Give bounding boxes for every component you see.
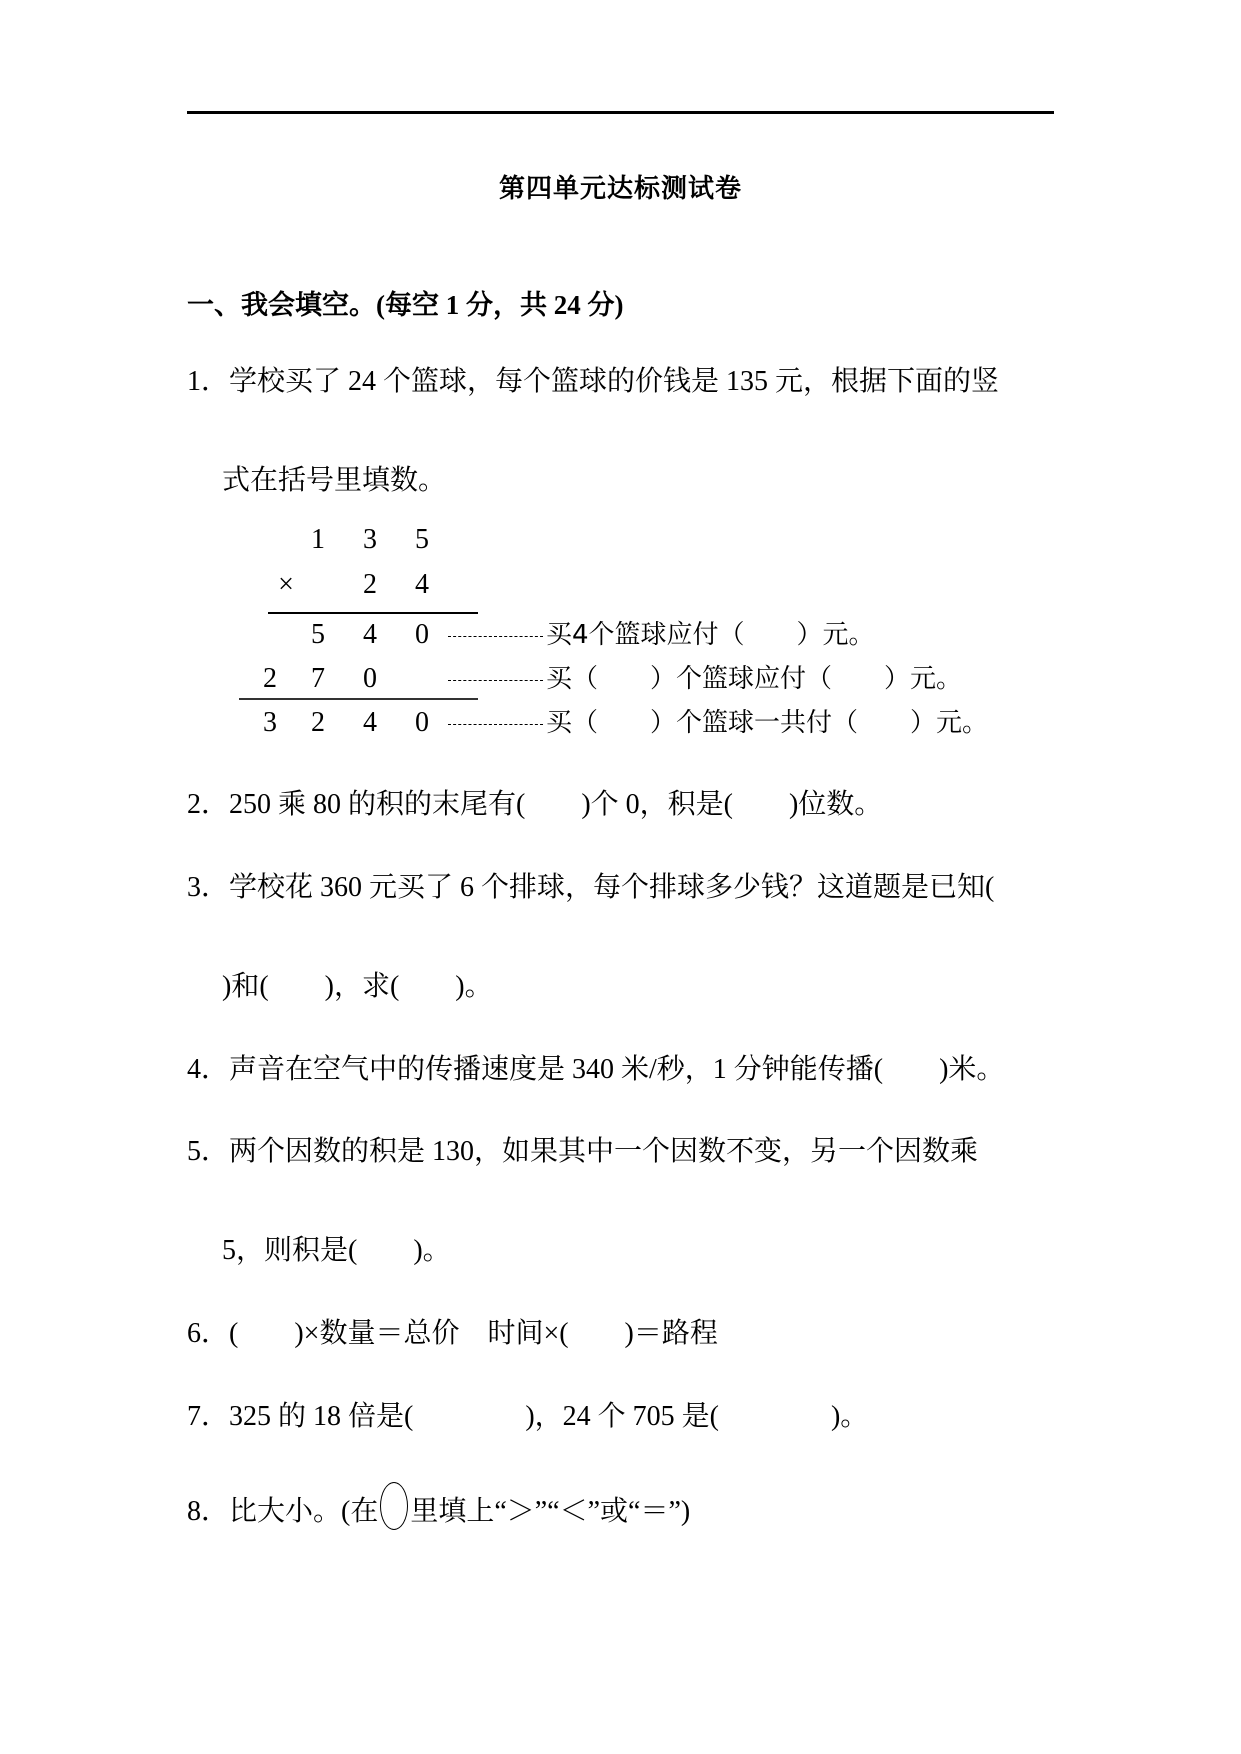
calc-dash-3 xyxy=(448,724,543,725)
question-1-line-1: 1．学校买了 24 个篮球，每个篮球的价钱是 135 元，根据下面的竖 xyxy=(187,366,1000,397)
calc-multiplicand-digit: 3 xyxy=(363,524,377,555)
question-5-line-2: 5，则积是( )。 xyxy=(222,1235,451,1266)
page-title: 第四单元达标测试卷 xyxy=(498,174,742,204)
multiply-sign: × xyxy=(278,569,294,600)
calc-result-digit: 0 xyxy=(415,707,429,738)
question-7: 7．325 的 18 倍是( )，24 个 705 是( )。 xyxy=(187,1401,869,1432)
calc-partial-1-digit: 4 xyxy=(363,619,377,650)
calc-rule-2 xyxy=(239,698,478,700)
circle-icon xyxy=(380,1482,408,1530)
calc-result-digit: 4 xyxy=(363,707,377,738)
question-2: 2．250 乘 80 的积的末尾有( )个 0，积是( )位数。 xyxy=(187,789,883,820)
question-6: 6．( )×数量＝总价 时间×( )＝路程 xyxy=(187,1318,718,1349)
question-3-line-1: 3．学校花 360 元买了 6 个排球，每个排球多少钱？这道题是已知( xyxy=(187,872,995,903)
header-rule xyxy=(187,111,1054,114)
calc-label-3: 买（ ）个篮球一共付（ ）元。 xyxy=(546,708,989,738)
calc-multiplicand-digit: 5 xyxy=(415,524,429,555)
question-1-line-2: 式在括号里填数。 xyxy=(222,465,447,496)
calc-partial-2-digit: 2 xyxy=(263,663,277,694)
calc-partial-2-digit: 7 xyxy=(311,663,325,694)
question-4: 4．声音在空气中的传播速度是 340 米/秒，1 分钟能传播( )米。 xyxy=(187,1054,1005,1085)
calc-partial-2-digit: 0 xyxy=(363,663,377,694)
question-3-line-2: )和( )，求( )。 xyxy=(222,971,493,1002)
calc-multiplicand-digit: 1 xyxy=(311,524,325,555)
calc-label-2: 买（ ）个篮球应付（ ）元。 xyxy=(546,664,963,694)
calc-result-digit: 3 xyxy=(263,707,277,738)
calc-label-1: 买4个篮球应付（ ）元。 xyxy=(546,620,875,650)
calc-dash-1 xyxy=(448,636,543,637)
calc-dash-2 xyxy=(448,680,543,681)
question-5-line-1: 5．两个因数的积是 130，如果其中一个因数不变，另一个因数乘 xyxy=(187,1136,979,1167)
calc-multiplier-digit: 2 xyxy=(363,569,377,600)
calc-partial-1-digit: 0 xyxy=(415,619,429,650)
calc-partial-1-digit: 5 xyxy=(311,619,325,650)
calc-rule-1 xyxy=(268,612,478,614)
calc-result-digit: 2 xyxy=(311,707,325,738)
section-heading-fill-in: 一、我会填空。(每空 1 分，共 24 分) xyxy=(187,290,624,320)
calc-multiplier-digit: 4 xyxy=(415,569,429,600)
question-8-suffix: 里填上“＞”“＜”或“＝”) xyxy=(410,1496,691,1527)
question-8 xyxy=(187,1482,690,1530)
question-8-prefix: 8．比大小。(在 xyxy=(187,1496,379,1527)
